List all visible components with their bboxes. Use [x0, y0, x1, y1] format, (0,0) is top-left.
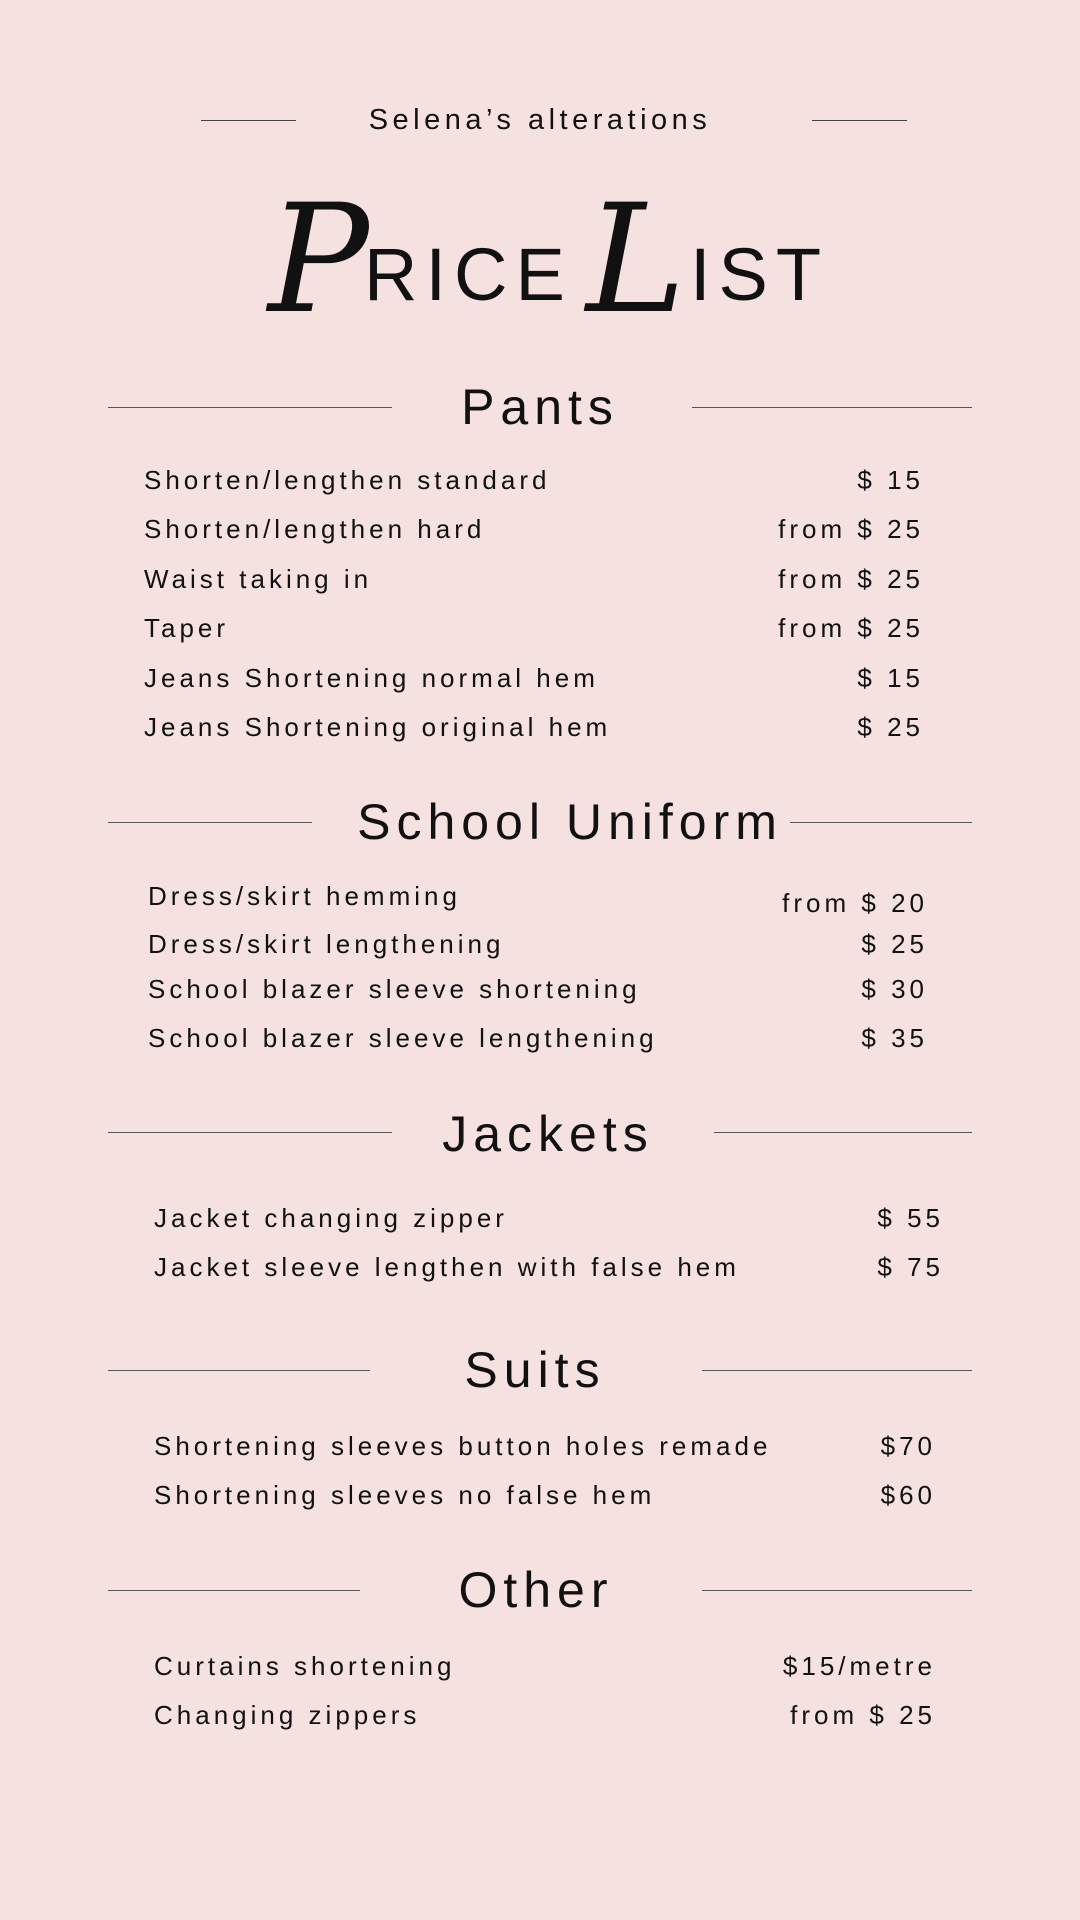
price-item-value: $ 25	[857, 712, 924, 742]
price-item-value: from $ 25	[778, 613, 924, 643]
page-title	[0, 173, 1080, 347]
section-divider-right	[692, 407, 972, 408]
brand-divider-right	[812, 120, 907, 121]
section-title: Other	[458, 1562, 614, 1618]
price-item-value: $ 15	[857, 663, 924, 693]
price-item-value: $ 35	[861, 1023, 928, 1053]
price-item-value: from $ 25	[790, 1700, 936, 1730]
price-item-value: $15/metre	[782, 1651, 936, 1681]
title-script-letter-p: P	[268, 173, 369, 347]
price-item-label: Dress/skirt lengthening	[148, 929, 505, 959]
section-title: Pants	[461, 379, 619, 435]
price-item-label: Dress/skirt hemming	[148, 881, 461, 911]
price-item-value: $60	[880, 1480, 936, 1510]
price-item-label: Jeans Shortening normal hem	[144, 663, 599, 693]
price-item-label: Shortening sleeves button holes remade	[154, 1431, 772, 1461]
price-item-label: Changing zippers	[154, 1700, 421, 1730]
section-divider-right	[702, 1590, 972, 1591]
section-divider-right	[714, 1132, 972, 1133]
price-item-value: from $ 25	[778, 564, 924, 594]
section-divider-right	[702, 1370, 972, 1371]
brand-name: Selena’s alterations	[368, 104, 712, 136]
price-item-value: $ 15	[857, 465, 924, 495]
price-item-value: $ 30	[861, 974, 928, 1004]
section-divider-right	[790, 822, 972, 823]
section-title: Suits	[464, 1342, 606, 1398]
title-text-part-1: RICE	[364, 233, 573, 316]
price-item-value: $ 25	[861, 929, 928, 959]
price-item-value: $70	[880, 1431, 936, 1461]
section-title: Jackets	[442, 1106, 654, 1162]
price-item-label: Jacket changing zipper	[154, 1203, 508, 1233]
price-item-label: Taper	[144, 613, 230, 643]
price-item-value: from $ 20	[782, 888, 928, 918]
price-item-label: Shorten/lengthen hard	[144, 514, 486, 544]
price-item-label: School blazer sleeve shortening	[148, 974, 641, 1004]
price-item-value: $ 55	[877, 1203, 944, 1233]
price-item-label: Waist taking in	[144, 564, 373, 594]
price-item-value: from $ 25	[778, 514, 924, 544]
price-item-label: Jacket sleeve lengthen with false hem	[154, 1252, 740, 1282]
price-item-label: Curtains shortening	[154, 1651, 456, 1681]
price-item-label: School blazer sleeve lengthening	[148, 1023, 658, 1053]
title-text-part-2: IST	[690, 233, 830, 316]
price-item-label: Shortening sleeves no false hem	[154, 1480, 656, 1510]
title-script-letter-l: L	[586, 173, 686, 347]
price-item-label: Shorten/lengthen standard	[144, 465, 551, 495]
price-item-value: $ 75	[877, 1252, 944, 1282]
section-title: School Uniform	[357, 794, 783, 850]
price-item-label: Jeans Shortening original hem	[144, 712, 612, 742]
